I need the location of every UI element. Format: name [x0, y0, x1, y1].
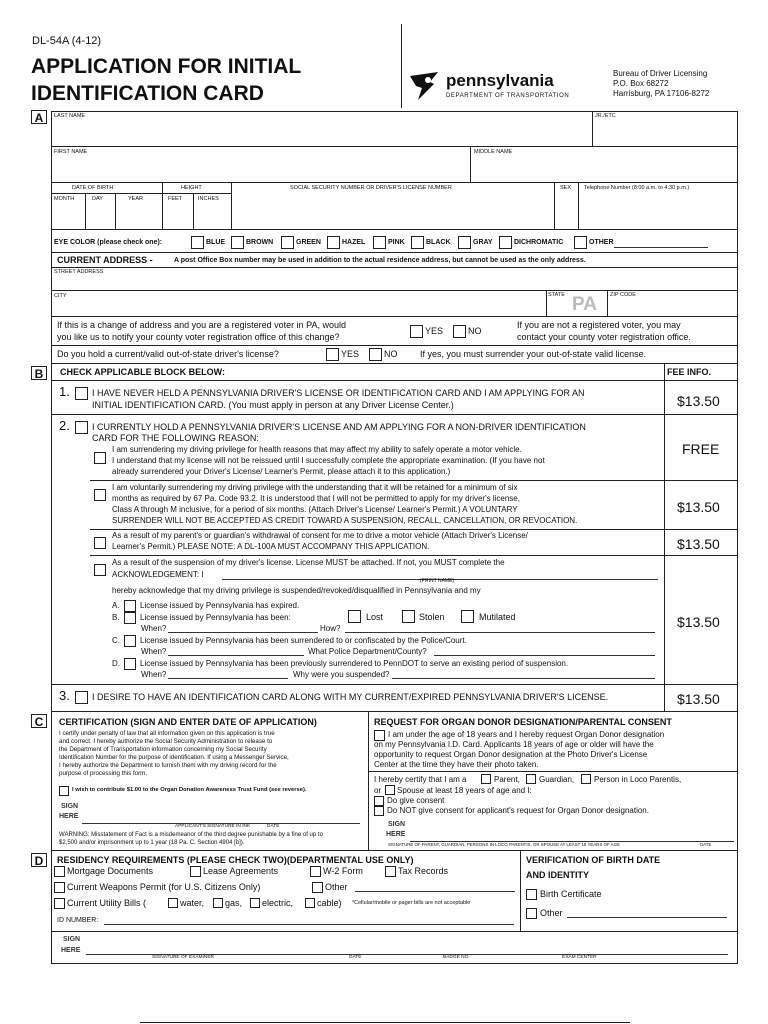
dob-year-input[interactable] — [117, 204, 161, 227]
jr-label: JR./ETC — [595, 113, 616, 119]
reason-suspension-fee: $13.50 — [677, 614, 720, 630]
eye-gray-checkbox[interactable] — [458, 236, 471, 249]
eye-green-label: GREEN — [296, 239, 321, 246]
height-feet-input[interactable] — [164, 204, 192, 227]
block-1-number: 1. — [59, 384, 70, 399]
stolen-label: Stolen — [419, 612, 445, 622]
tax-records-checkbox[interactable] — [385, 866, 396, 877]
eye-other-checkbox[interactable] — [574, 236, 587, 249]
verification-other-input[interactable] — [567, 917, 727, 918]
sign-here-examiner-sign: SIGN — [63, 936, 81, 943]
feet-label: FEET — [168, 196, 183, 202]
examiner-signature-caption: SIGNATURE OF EXAMINER — [152, 955, 215, 960]
oos-no-label: NO — [384, 349, 398, 359]
state-value: PA — [572, 294, 597, 315]
city-label: CITY — [54, 293, 67, 299]
oos-note: If yes, you must surrender your out-of-state valid license. — [420, 349, 647, 359]
organ-donation-contribute-checkbox[interactable] — [59, 786, 69, 796]
w2-label: W-2 Form — [323, 866, 363, 876]
cellular-note: *Cellular/mobile or pager bills are not acceptable — [352, 900, 471, 906]
eye-brown-label: BROWN — [246, 239, 274, 246]
current-address-note: A post Office Box number may be used in addition to the actual residence address, but cannot be used as the only address. — [174, 257, 586, 264]
or-text: or — [374, 786, 382, 795]
acknowledgement-text: hereby acknowledge that my driving privilege is suspended/revoked/disqualified in Pennsylvania and my — [112, 586, 481, 595]
block-1-text-line2: INITIAL IDENTIFICATION CARD. (You must apply in person at any Driver License Center.) — [92, 400, 454, 410]
certify-i-am-text: I hereby certify that I am a — [374, 775, 467, 784]
organ-donation-contribute-text: I wish to contribute $1.00 to the Organ Donation Awareness Trust Fund (see reverse). — [72, 787, 307, 793]
reason-health-line3: already surrendered your Driver's License/ Learner's Permit, please attach it to this application.) — [112, 467, 451, 476]
sign-here-applicant-here: HERE — [59, 813, 79, 820]
electric-checkbox[interactable] — [250, 898, 260, 908]
eye-other-label: OTHER — [589, 239, 614, 246]
ssn-input[interactable] — [233, 193, 553, 227]
cable-checkbox[interactable] — [305, 898, 315, 908]
voter-note-line2: contact your county voter registration office. — [517, 332, 691, 342]
eye-color-label: EYE COLOR (please check one): — [54, 239, 163, 246]
block-3-fee: $13.50 — [677, 691, 720, 707]
acknowledgement-label: ACKNOWLEDGEMENT: I — [112, 570, 204, 579]
eye-pink-label: PINK — [388, 239, 405, 246]
tax-records-label: Tax Records — [398, 866, 449, 876]
lease-checkbox[interactable] — [190, 866, 201, 877]
option-b-how-label: How? — [320, 624, 341, 633]
verification-title-line1: VERIFICATION OF BIRTH DATE — [526, 855, 661, 865]
lease-label: Lease Agreements — [203, 866, 279, 876]
option-b-when-input[interactable] — [168, 632, 318, 633]
day-label: DAY — [92, 196, 103, 202]
voter-question-line2: you like us to notify your county voter registration office of this change? — [57, 332, 340, 342]
option-b-when-label: When? — [141, 624, 167, 633]
gas-label: gas, — [225, 898, 243, 908]
spouse-label: Spouse at least 18 years of age and I: — [397, 786, 532, 795]
eye-dichromatic-label: DICHROMATIC — [514, 239, 564, 246]
loco-parentis-checkbox[interactable] — [581, 774, 591, 784]
examiner-date-caption: DATE — [349, 955, 362, 960]
check-block-header: CHECK APPLICABLE BLOCK BELOW: — [60, 367, 225, 377]
logo-subtitle: DEPARTMENT OF TRANSPORTATION — [446, 93, 570, 99]
water-label: water, — [180, 898, 205, 908]
loco-parentis-label: Person in Loco Parentis, — [594, 775, 682, 784]
oos-no-checkbox[interactable] — [369, 348, 382, 361]
reason-voluntary-line4: SURRENDER WILL NOT BE ACCEPTED AS CREDIT TOWARD A SUSPENSION, RECALL, CANCELLATION, OR REVOCATION. — [112, 516, 578, 525]
applicant-date-caption: DATE — [267, 824, 280, 829]
no-consent-label: Do NOT give consent for applicant's request for Organ Donor designation. — [387, 806, 649, 815]
reason-parent-line1: As a result of my parent's or guardian's withdrawal of consent for me to drive a motor vehicle (Attach Driver's License/ — [112, 531, 528, 540]
spouse-checkbox[interactable] — [385, 785, 395, 795]
option-d-when-label: When? — [141, 670, 167, 679]
parent-label: Parent, — [494, 775, 520, 784]
mutilated-checkbox[interactable] — [461, 610, 474, 623]
city-input[interactable] — [54, 301, 544, 315]
page-bottom-rule — [140, 1022, 630, 1023]
utility-bills-checkbox[interactable] — [54, 898, 65, 909]
street-input[interactable] — [54, 277, 734, 289]
eye-other-input[interactable] — [614, 247, 708, 248]
state-label: STATE — [548, 292, 565, 298]
certification-line6: purpose of processing this form. — [59, 770, 148, 777]
gas-checkbox[interactable] — [213, 898, 223, 908]
height-label: HEIGHT — [181, 185, 202, 191]
voter-yes-checkbox[interactable] — [410, 325, 423, 338]
reason-voluntary-line2: months as required by 67 Pa. Code 93.2. It is understood that I will not be permitted to apply for my driver's license, — [112, 494, 520, 503]
last-name-label: LAST NAME — [54, 113, 86, 119]
oos-yes-checkbox[interactable] — [326, 348, 339, 361]
id-number-input[interactable] — [104, 924, 514, 925]
warning-line2: $2,500 and/or imprisonment up to 1 year (18 Pa. C. Section 4904 [b]). — [59, 840, 245, 846]
last-name-input[interactable] — [54, 121, 590, 145]
block-1-checkbox[interactable] — [75, 387, 88, 400]
give-consent-label: Do give consent — [387, 796, 445, 805]
electric-label: electric, — [262, 898, 294, 908]
cable-label: cable) — [317, 898, 342, 908]
bureau-name: Bureau of Driver Licensing — [613, 69, 708, 78]
sign-here-applicant-sign: SIGN — [61, 803, 79, 810]
sign-here-examiner-here: HERE — [61, 947, 81, 954]
month-label: MONTH — [54, 196, 75, 202]
dob-day-input[interactable] — [87, 204, 114, 227]
option-c-checkbox[interactable] — [124, 635, 136, 647]
water-checkbox[interactable] — [168, 898, 178, 908]
reason-parent-line2: Learner's Permit.) PLEASE NOTE: A DL-100A MUST ACCOMPANY THIS APPLICATION. — [112, 542, 430, 551]
residency-other-checkbox[interactable] — [312, 882, 323, 893]
option-a-text: License issued by Pennsylvania has expired. — [140, 601, 300, 610]
eye-black-checkbox[interactable] — [411, 236, 424, 249]
reason-voluntary-fee: $13.50 — [677, 499, 720, 515]
zip-input[interactable] — [610, 300, 734, 314]
eye-blue-checkbox[interactable] — [191, 236, 204, 249]
option-d-text: License issued by Pennsylvania has been previously surrendered to PennDOT to serve an existing period of suspension. — [140, 659, 569, 668]
voter-question-line1: If this is a change of address and you are a registered voter in PA, would — [57, 320, 346, 330]
option-b-how-input[interactable] — [345, 632, 655, 633]
dob-month-input[interactable] — [54, 204, 84, 227]
option-c-text: License issued by Pennsylvania has been surrendered to or confiscated by the Police/Court. — [140, 636, 467, 645]
organ-donor-line1: I am under the age of 18 years and I hereby request Organ Donor designation — [388, 730, 665, 739]
organ-donor-title: REQUEST FOR ORGAN DONOR DESIGNATION/PARENTAL CONSENT — [374, 717, 672, 727]
block-3-checkbox[interactable] — [75, 691, 88, 704]
exam-center-caption: EXAM CENTER — [562, 955, 597, 960]
residency-other-label: Other — [325, 882, 348, 892]
street-label: STREET ADDRESS — [54, 269, 104, 275]
no-consent-checkbox[interactable] — [374, 806, 384, 816]
print-name-caption: (PRINT NAME) — [420, 578, 455, 584]
logo-wordmark: pennsylvania — [446, 71, 554, 90]
reason-voluntary-checkbox[interactable] — [94, 489, 106, 501]
block-1-text-line1: I HAVE NEVER HELD A PENNSYLVANIA DRIVER'S LICENSE OR IDENTIFICATION CARD AND I AM APPLYING FOR AN — [92, 388, 585, 398]
certification-line5: I hereby authorize the Department to furnish them with my driving record for the — [59, 762, 277, 769]
zip-label: ZIP CODE — [610, 292, 636, 298]
verification-other-label: Other — [540, 908, 563, 918]
reason-parent-fee: $13.50 — [677, 536, 720, 552]
block-2-text-line1: I CURRENTLY HOLD A PENNSYLVANIA DRIVER'S LICENSE AND AM APPLYING FOR A NON-DRIVER IDENTIFICATION — [92, 422, 586, 432]
parent-date-caption: DATE — [700, 842, 712, 847]
reason-suspension-checkbox[interactable] — [94, 564, 106, 576]
option-d-when-input[interactable] — [168, 678, 288, 679]
badge-number-caption: BADGE NO. — [443, 955, 470, 960]
reason-voluntary-line1: I am voluntarily surrendering my driving privilege with the understanding that it will be retained for a minimum of six — [112, 483, 518, 492]
form-title-line1: APPLICATION FOR INITIAL — [31, 55, 302, 78]
eye-black-label: BLACK — [426, 239, 451, 246]
block-3-number: 3. — [59, 688, 70, 703]
warning-line1: WARNING: Misstatement of Fact is a misdemeanor of the third degree punishable by a fine of up to — [59, 832, 323, 838]
eye-brown-checkbox[interactable] — [231, 236, 244, 249]
bureau-city: Harrisburg, PA 17106-8272 — [613, 89, 710, 98]
fee-info-header: FEE INFO. — [667, 367, 712, 377]
block-2-text-line2: CARD FOR THE FOLLOWING REASON: — [92, 433, 259, 443]
header-divider — [401, 24, 402, 108]
birth-certificate-label: Birth Certificate — [540, 889, 602, 899]
mortgage-label: Mortgage Documents — [67, 866, 154, 876]
section-d-label: D — [31, 853, 47, 867]
mortgage-checkbox[interactable] — [54, 866, 65, 877]
inches-label: INCHES — [198, 196, 219, 202]
certification-line3: the Department of Transportation information concerning my Social Security — [59, 746, 267, 753]
option-c-police-label: What Police Department/County? — [308, 647, 427, 656]
option-b-label: B. — [112, 613, 120, 622]
lost-label: Lost — [366, 612, 384, 622]
w2-checkbox[interactable] — [310, 866, 321, 877]
birth-certificate-checkbox[interactable] — [526, 889, 537, 900]
guardian-label: Guardian, — [539, 775, 575, 784]
sign-here-parent-sign: SIGN — [388, 821, 406, 828]
phone-input[interactable] — [580, 193, 736, 227]
block-2-checkbox[interactable] — [75, 421, 88, 434]
voter-no-checkbox[interactable] — [453, 325, 466, 338]
phone-label: Telephone Number (8:00 a.m. to 4:30 p.m.) — [584, 185, 690, 191]
year-label: YEAR — [128, 196, 143, 202]
applicant-signature-caption: APPLICANT'S SIGNATURE IN INK — [175, 824, 251, 829]
reason-health-fee: FREE — [682, 441, 720, 457]
verification-title-line2: AND IDENTITY — [526, 870, 589, 880]
certification-line4: Identification Number for the purpose of identification. If using a Messenger Service, — [59, 754, 289, 761]
sex-label: SEX — [560, 185, 572, 191]
verification-other-checkbox[interactable] — [526, 908, 537, 919]
option-d-label: D. — [112, 659, 120, 668]
voter-yes-label: YES — [425, 326, 444, 336]
form-number: DL-54A (4-12) — [32, 35, 102, 47]
residency-other-input[interactable] — [355, 891, 515, 892]
reason-parent-checkbox[interactable] — [94, 537, 106, 549]
parent-checkbox[interactable] — [481, 774, 491, 784]
option-a-label: A. — [112, 601, 120, 610]
residency-title: RESIDENCY REQUIREMENTS (PLEASE CHECK TWO)(DEPARTMENTAL USE ONLY) — [57, 855, 414, 865]
reason-suspension-line1: As a result of the suspension of my driver's license. License MUST be attached. If not, you MUST complete the — [112, 558, 505, 567]
form-title-line2: IDENTIFICATION CARD — [31, 82, 264, 105]
eye-hazel-label: HAZEL — [342, 239, 366, 246]
organ-donor-line4: Center at the time they have their photo taken. — [374, 760, 539, 769]
eye-dichromatic-checkbox[interactable] — [499, 236, 512, 249]
option-c-when-input[interactable] — [168, 655, 304, 656]
keystone-logo-icon — [408, 70, 440, 102]
guardian-checkbox[interactable] — [526, 774, 536, 784]
section-c-label: C — [31, 714, 47, 728]
reason-health-checkbox[interactable] — [94, 452, 106, 464]
dob-label: DATE OF BIRTH — [72, 185, 114, 191]
sex-input[interactable] — [556, 193, 577, 227]
option-c-label: C. — [112, 636, 120, 645]
weapons-permit-checkbox[interactable] — [54, 882, 65, 893]
option-b-checkbox[interactable] — [124, 612, 136, 624]
option-d-why-input[interactable] — [392, 678, 655, 679]
option-d-checkbox[interactable] — [124, 658, 136, 670]
voter-no-label: NO — [468, 326, 482, 336]
oos-license-question: Do you hold a current/valid out-of-state driver's license? — [57, 349, 279, 359]
option-a-checkbox[interactable] — [124, 600, 136, 612]
lost-checkbox[interactable] — [348, 610, 361, 623]
give-consent-checkbox[interactable] — [374, 796, 384, 806]
middle-name-input[interactable] — [472, 157, 736, 181]
organ-donor-line3: opportunity to request Organ Donor designation at the Photo Driver's License — [374, 750, 648, 759]
first-name-input[interactable] — [54, 157, 468, 181]
stolen-checkbox[interactable] — [402, 610, 415, 623]
jr-input[interactable] — [594, 121, 736, 145]
block-1-fee: $13.50 — [677, 393, 720, 409]
certification-line1: I certify under penalty of law that all information given on this application is true — [59, 730, 275, 737]
certification-title: CERTIFICATION (SIGN AND ENTER DATE OF APPLICATION) — [59, 717, 317, 727]
weapons-permit-label: Current Weapons Permit (for U.S. Citizens Only) — [67, 882, 261, 892]
reason-health-line1: I am surrendering my driving privilege for health reasons that may affect my ability to safely operate a motor vehicle. — [112, 445, 522, 454]
eye-pink-checkbox[interactable] — [373, 236, 386, 249]
eye-hazel-checkbox[interactable] — [327, 236, 340, 249]
reason-health-line2: I understand that my license will not be reissued until I successfully complete the appropriate examination. (If you have not — [112, 456, 545, 465]
bureau-pobox: P.O. Box 68272 — [613, 79, 669, 88]
block-3-text: I DESIRE TO HAVE AN IDENTIFICATION CARD ALONG WITH MY CURRENT/EXPIRED PENNSYLVANIA DRIVER'S LICENSE. — [92, 692, 609, 702]
mutilated-label: Mutilated — [479, 612, 516, 622]
eye-blue-label: BLUE — [206, 239, 226, 246]
section-a-label: A — [31, 110, 47, 124]
voter-note-line1: If you are not a registered voter, you may — [517, 320, 681, 330]
first-name-label: FIRST NAME — [54, 149, 88, 155]
eye-green-checkbox[interactable] — [281, 236, 294, 249]
organ-donor-line2: on my Pennsylvania I.D. Card. Applicants 18 years of age or older will have the — [374, 740, 654, 749]
certification-line2: and correct. I hereby authorize the Social Security Administration to release to — [59, 738, 273, 745]
height-inches-input[interactable] — [195, 204, 230, 227]
middle-name-label: MIDDLE NAME — [474, 149, 513, 155]
id-number-label: ID NUMBER: — [57, 917, 99, 924]
parent-signature-caption: SIGNATURE OF PARENT, GUARDIAN, PERSONS IN LOCO PARENTIS, OR SPOUSE AT LEAST 18 YEARS OF AGE — [388, 842, 620, 847]
option-b-text: License issued by Pennsylvania has been: — [140, 613, 291, 622]
ssn-label: SOCIAL SECURITY NUMBER OR DRIVER'S LICENSE NUMBER — [290, 185, 452, 191]
reason-voluntary-line3: Class A through M inclusive, for a period of six months. (Attach Driver's License/ Learner's Permit.) A VOLUNTARY — [112, 505, 518, 514]
current-address-title: CURRENT ADDRESS - — [57, 255, 153, 265]
sign-here-parent-here: HERE — [386, 831, 406, 838]
utility-bills-label: Current Utility Bills ( — [67, 898, 147, 908]
option-d-why-label: Why were you suspended? — [293, 670, 390, 679]
eye-gray-label: GRAY — [473, 239, 493, 246]
block-2-number: 2. — [59, 418, 70, 433]
option-c-when-label: When? — [141, 647, 167, 656]
section-b-label: B — [31, 366, 47, 380]
option-c-police-input[interactable] — [434, 655, 655, 656]
oos-yes-label: YES — [341, 349, 360, 359]
